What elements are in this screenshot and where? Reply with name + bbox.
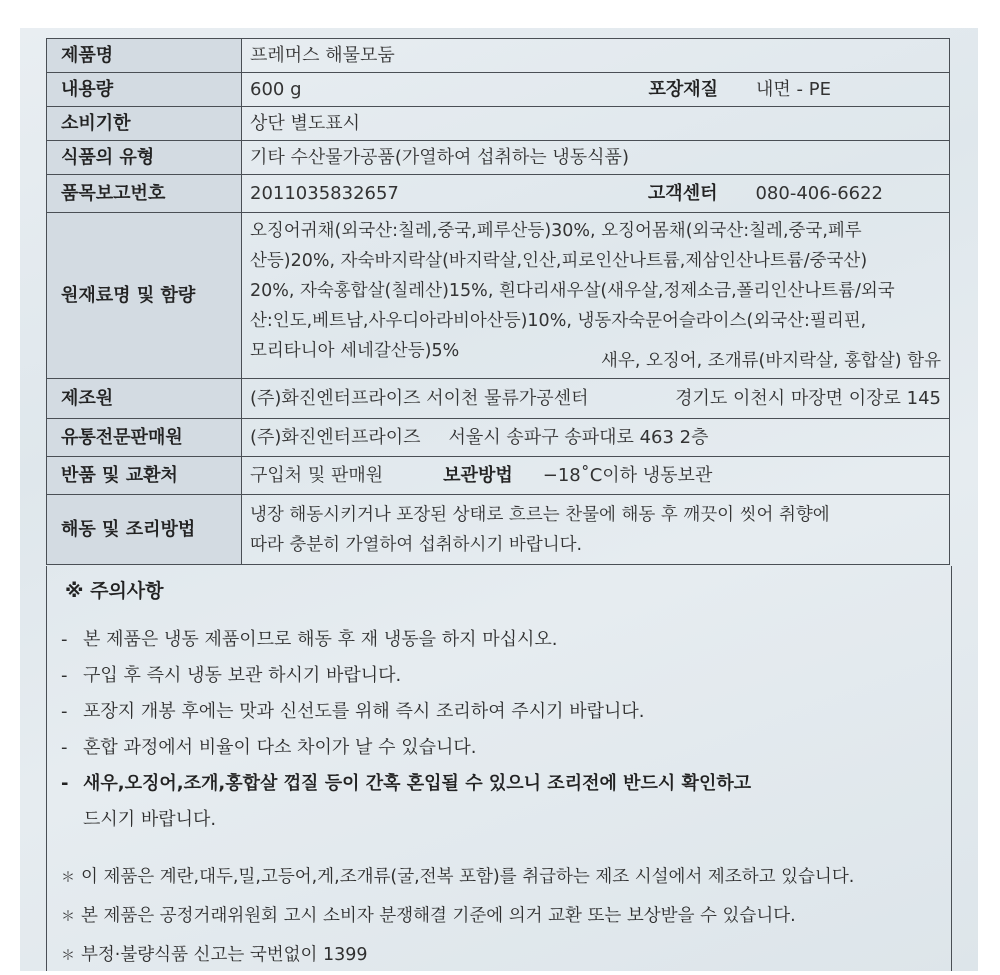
row-cooking	[47, 495, 950, 565]
asterisk-icon: ＊	[61, 948, 75, 964]
label-manufacturer: 제조원	[47, 379, 242, 419]
value-product-name: 프레머스 해물모둠	[242, 39, 950, 73]
manufacturer-address: 경기도 이천시 마장면 이장로 145	[675, 387, 941, 409]
label-packaging: 포장재질	[648, 78, 719, 100]
value-manufacturer: (주)화진엔터프라이즈 서이천 물류가공센터	[250, 387, 589, 409]
caution-item: - 구입 후 즉시 냉동 보관 하시기 바랍니다.	[61, 665, 402, 686]
notes-list	[61, 858, 951, 975]
row-content	[47, 73, 950, 107]
row-expiry	[47, 107, 950, 141]
row-product-name	[47, 39, 950, 73]
caution-item-continued: 드시기 바랍니다.	[83, 809, 217, 830]
value-distributor: (주)화진엔터프라이즈	[250, 426, 421, 448]
value-customer-center: 080-406-6622	[755, 182, 883, 204]
caution-item-important: - 새우,오징어,조개,홍합살 껍질 등이 간혹 혼입될 수 있으니 조리전에 반드시 확인하고	[61, 773, 752, 794]
value-return: 구입처 및 판매원	[250, 464, 384, 486]
row-food-type	[47, 141, 950, 175]
asterisk-icon: ＊	[61, 870, 75, 886]
allergen-info: 새우, 오징어, 조개류(바지락살, 홍합살) 함유	[601, 350, 941, 371]
note-item: ＊ 본 제품은 공정거래위원회 고시 소비자 분쟁해결 기준에 의거 교환 또는 보상받을 수 있습니다.	[61, 897, 951, 936]
label-report-no: 품목보고번호	[47, 175, 242, 213]
ingredients-line: 모리타니아 세네갈산등)5%	[250, 340, 460, 361]
caution-item: - 혼합 과정에서 비율이 다소 차이가 날 수 있습니다.	[61, 737, 477, 758]
asterisk-icon: ＊	[61, 909, 75, 925]
row-manufacturer	[47, 379, 950, 419]
caution-list	[61, 622, 941, 838]
row-return	[47, 457, 950, 495]
value-food-type: 기타 수산물가공품(가열하여 섭취하는 냉동식품)	[242, 141, 950, 175]
label-storage: 보관방법	[443, 464, 513, 486]
value-content: 600 g	[250, 78, 302, 100]
label-distributor: 유통전문판매원	[47, 419, 242, 457]
ingredients-line: 오징어귀채(외국산:칠레,중국,페루산등)30%, 오징어몸채(외국산:칠레,중국,페루	[250, 220, 862, 241]
label-cooking: 해동 및 조리방법	[47, 495, 242, 565]
label-customer-center: 고객센터	[647, 182, 718, 204]
caution-title: ※ 주의사항	[65, 580, 164, 602]
label-product-name: 제품명	[47, 39, 242, 73]
label-return: 반품 및 교환처	[47, 457, 242, 495]
value-storage: −18˚C이하 냉동보관	[542, 464, 713, 486]
label-ingredients: 원재료명 및 함량	[47, 213, 242, 379]
label-content: 내용량	[47, 73, 242, 107]
row-ingredients	[47, 213, 950, 379]
row-distributor	[47, 419, 950, 457]
cooking-line: 냉장 해동시키거나 포장된 상태로 흐르는 찬물에 해동 후 깨끗이 씻어 취향에	[250, 504, 830, 525]
value-packaging: 내면 - PE	[756, 78, 831, 100]
row-report-no	[47, 175, 950, 213]
caution-section	[46, 566, 952, 971]
distributor-address: 서울시 송파구 송파대로 463 2층	[448, 426, 709, 448]
value-expiry: 상단 별도표시	[242, 107, 950, 141]
label-expiry: 소비기한	[47, 107, 242, 141]
ingredients-line: 산등)20%, 자숙바지락살(바지락살,인산,피로인산나트륨,제삼인산나트륨/중국산)	[250, 250, 868, 271]
product-info-table	[46, 38, 950, 565]
ingredients-line: 20%, 자숙홍합살(칠레산)15%, 흰다리새우살(새우살,정제소금,폴리인산나트륨/외국	[250, 280, 895, 301]
note-item: ＊ 부정·불량식품 신고는 국번없이 1399	[61, 936, 951, 975]
value-report-no: 2011035832657	[250, 182, 399, 204]
caution-item: - 본 제품은 냉동 제품이므로 해동 후 재 냉동을 하지 마십시오.	[61, 629, 558, 650]
ingredients-line: 산:인도,베트남,사우디아라비아산등)10%, 냉동자숙문어슬라이스(외국산:필리핀,	[250, 310, 867, 331]
cooking-line: 따라 충분히 가열하여 섭취하시기 바랍니다.	[250, 534, 583, 555]
caution-item: - 포장지 개봉 후에는 맛과 신선도를 위해 즉시 조리하여 주시기 바랍니다.	[61, 701, 645, 722]
label-food-type: 식품의 유형	[47, 141, 242, 175]
note-item: ＊ 이 제품은 계란,대두,밀,고등어,게,조개류(굴,전복 포함)를 취급하는 제조 시설에서 제조하고 있습니다.	[61, 858, 951, 897]
